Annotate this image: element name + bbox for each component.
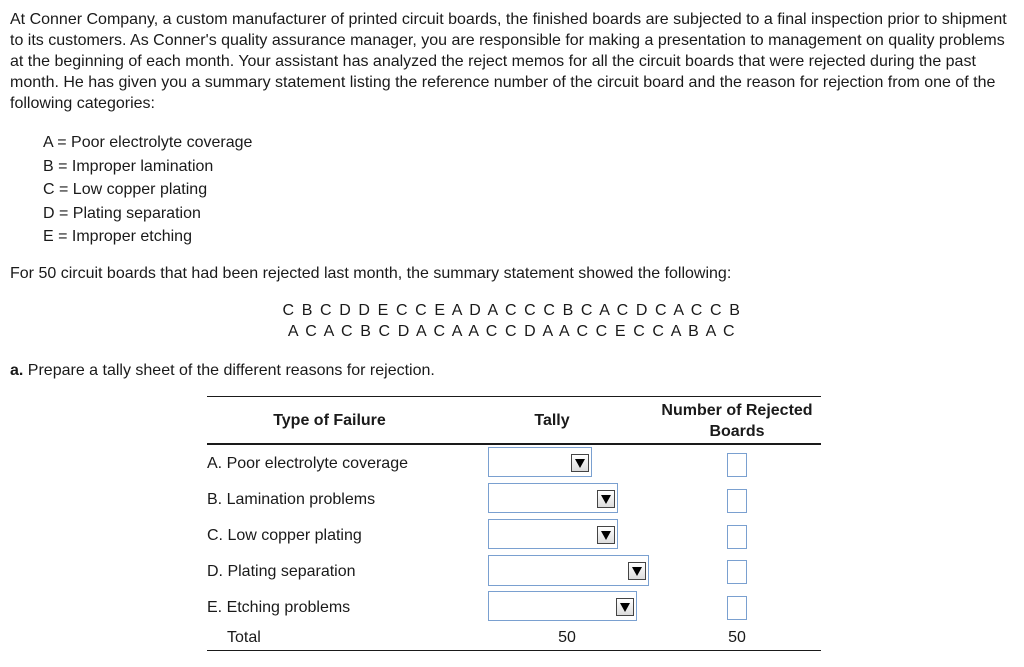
chevron-down-icon[interactable] [597, 490, 615, 508]
row-label-d: D. Plating separation [207, 563, 356, 580]
table-top-rule [207, 396, 821, 397]
number-input-d[interactable] [727, 560, 747, 584]
row-label-e: E. Etching problems [207, 599, 351, 616]
row-label-c: C. Low copper plating [207, 527, 362, 544]
tally-select-d[interactable] [488, 555, 649, 586]
chevron-down-icon[interactable] [628, 562, 646, 580]
number-input-a[interactable] [727, 453, 747, 477]
category-b: B = Improper lamination [43, 157, 214, 175]
summary-statement: For 50 circuit boards that had been rejected last month, the summary statement showed the following: [10, 265, 732, 282]
table-bottom-rule [207, 650, 821, 651]
category-c: C = Low copper plating [43, 181, 208, 198]
category-d: D = Plating separation [43, 204, 201, 222]
tally-select-e[interactable] [488, 591, 637, 621]
number-input-b[interactable] [727, 489, 747, 513]
part-a-prompt [10, 360, 435, 381]
problem-intro: At Conner Company, a custom manufacturer of printed circuit boards, the finished boards are subjected to a final inspection prior to shipment to its customers. As Conner's quality assurance manager, you are responsible for making a presentation to management on quality problems at the beginning of each month. Your assistant has analyzed the reject memos for all the circuit boards that were rejected during the past month. He has given you a summary statement listing the reference number of the circuit board and the reason for rejection from one of the following categories: [10, 11, 1007, 112]
tally-select-a[interactable] [488, 447, 592, 477]
category-e: E = Improper etching [43, 228, 192, 245]
row-label-a: A. Poor electrolyte coverage [207, 455, 408, 472]
part-a-label: a. [10, 362, 24, 379]
number-input-e[interactable] [727, 596, 747, 620]
header-number-line-1: Number of Rejected [661, 402, 813, 419]
rejection-sequence-line-2: A C A C B C D A C A A C C D A A C C E C C A B A C [287, 323, 737, 340]
chevron-down-icon[interactable] [571, 454, 589, 472]
tally-select-b[interactable] [488, 483, 618, 513]
rejection-sequence-line-1: C B C D D E C C E A D A C C C B C A C D C A C C B [282, 302, 742, 319]
chevron-down-icon[interactable] [597, 526, 615, 544]
total-tally: 50 [558, 629, 576, 646]
header-number-rejected [647, 400, 827, 442]
table-header-rule [207, 443, 821, 445]
tally-sheet-table [207, 396, 821, 652]
part-a-text: Prepare a tally sheet of the different reasons for rejection. [27, 362, 435, 379]
tally-select-c[interactable] [488, 519, 618, 549]
header-tally: Tally [534, 412, 570, 429]
total-label: Total [227, 629, 261, 646]
category-a: A = Poor electrolyte coverage [43, 134, 253, 151]
category-list [43, 131, 252, 249]
total-number: 50 [728, 629, 746, 646]
row-label-b: B. Lamination problems [207, 491, 376, 508]
header-type-of-failure: Type of Failure [273, 412, 386, 429]
header-number-line-2: Boards [709, 423, 765, 440]
chevron-down-icon[interactable] [616, 598, 634, 616]
number-input-c[interactable] [727, 525, 747, 549]
